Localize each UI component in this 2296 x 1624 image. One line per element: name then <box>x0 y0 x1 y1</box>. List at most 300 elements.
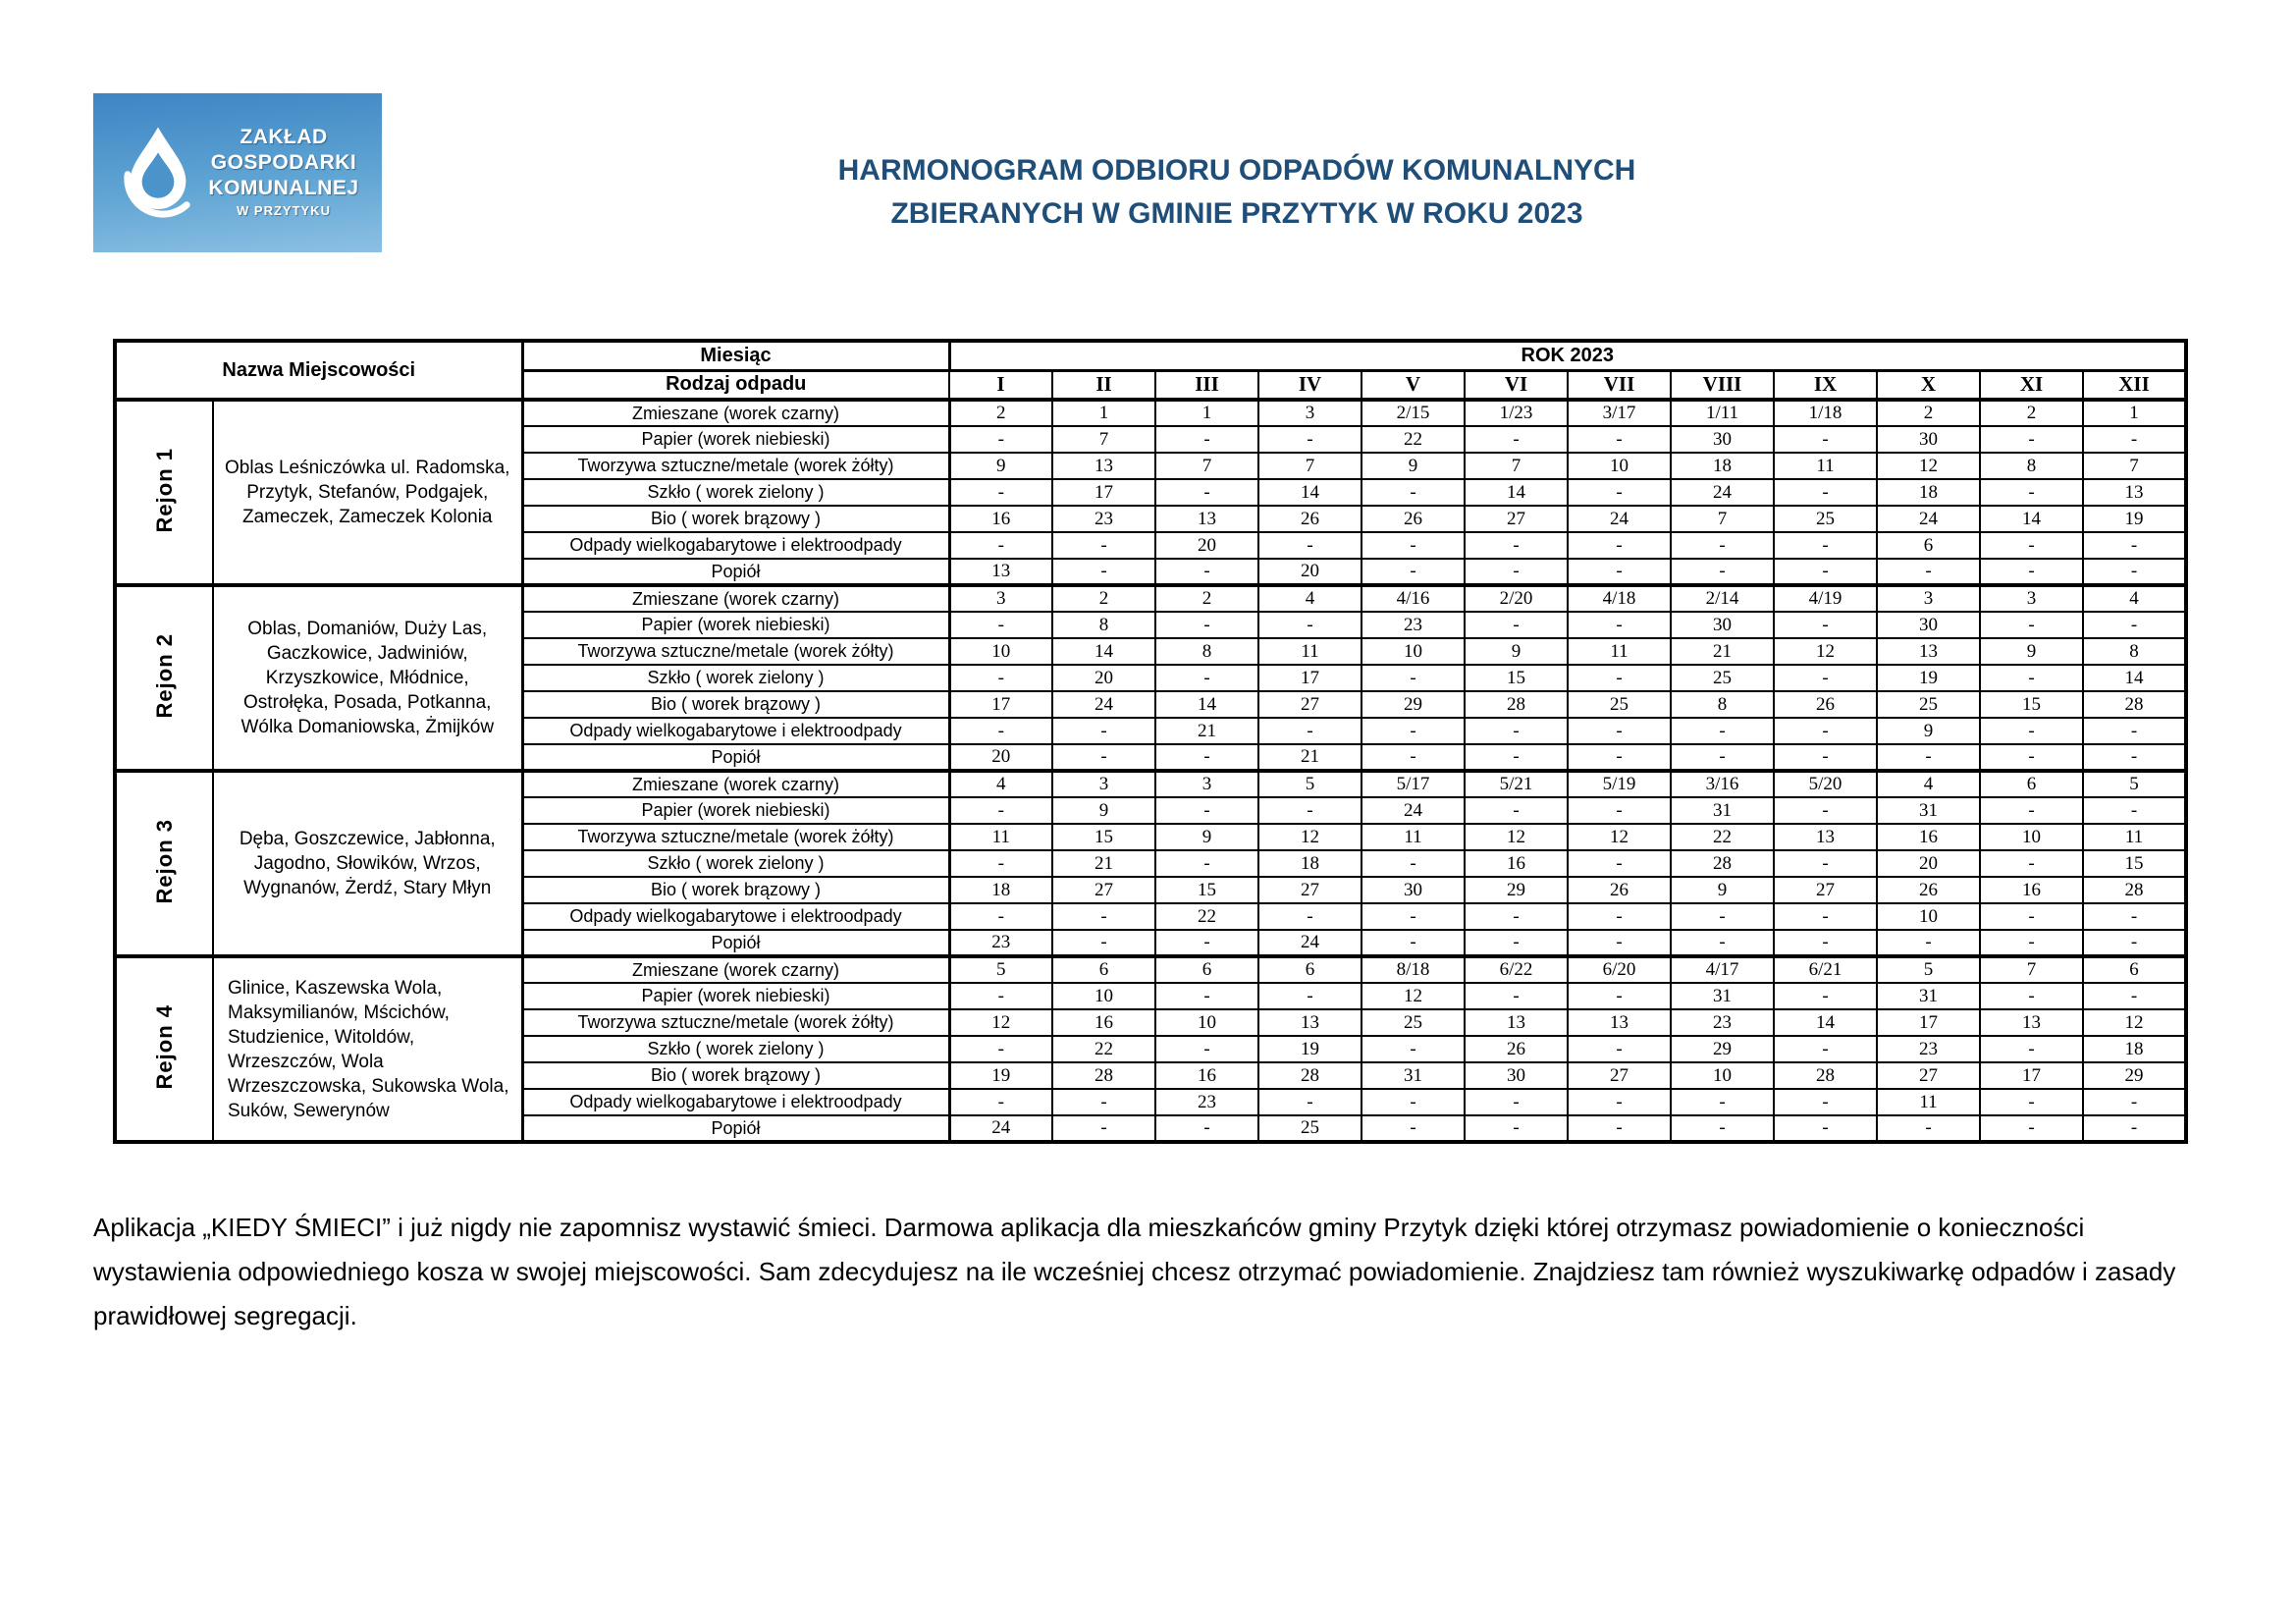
schedule-value: - <box>2083 903 2186 930</box>
schedule-value: - <box>1155 983 1258 1009</box>
schedule-value: - <box>949 1036 1052 1062</box>
schedule-value: 13 <box>2083 479 2186 506</box>
schedule-value: 21 <box>1155 718 1258 744</box>
schedule-value: - <box>1774 1036 1877 1062</box>
schedule-value: 5 <box>2083 771 2186 797</box>
schedule-value: 15 <box>1465 665 1568 691</box>
region-localities: Dęba, Goszczewice, Jabłonna, Jagodno, Słowików, Wrzos, Wygnanów, Żerdź, Stary Młyn <box>213 771 522 956</box>
schedule-value: - <box>1362 1115 1465 1142</box>
schedule-value: 5 <box>949 956 1052 983</box>
schedule-value: 22 <box>1052 1036 1155 1062</box>
schedule-value: 28 <box>1258 1062 1362 1089</box>
schedule-value: 30 <box>1671 426 1774 453</box>
schedule-value: - <box>1258 612 1362 638</box>
schedule-value: 4/17 <box>1671 956 1774 983</box>
month-header: IX <box>1774 370 1877 400</box>
schedule-value: - <box>1671 744 1774 771</box>
schedule-value: - <box>1568 903 1671 930</box>
schedule-value: - <box>949 665 1052 691</box>
schedule-value: 20 <box>1258 559 1362 585</box>
schedule-value: 11 <box>1774 453 1877 479</box>
schedule-value: - <box>1568 1115 1671 1142</box>
schedule-value: 24 <box>1258 930 1362 956</box>
schedule-value: - <box>1465 903 1568 930</box>
schedule-value: - <box>949 1089 1052 1115</box>
schedule-value: 2/15 <box>1362 400 1465 426</box>
waste-type-label: Papier (worek niebieski) <box>522 983 949 1009</box>
schedule-value: - <box>2083 1115 2186 1142</box>
schedule-value: 23 <box>1362 612 1465 638</box>
schedule-value: - <box>1465 532 1568 559</box>
schedule-value: 24 <box>1877 506 1980 532</box>
schedule-value: - <box>1980 903 2083 930</box>
schedule-value: - <box>1568 930 1671 956</box>
schedule-value: 27 <box>1052 877 1155 903</box>
schedule-value: 30 <box>1877 612 1980 638</box>
month-header: VI <box>1465 370 1568 400</box>
schedule-value: 27 <box>1568 1062 1671 1089</box>
schedule-value: 10 <box>1877 903 1980 930</box>
schedule-value: 14 <box>1465 479 1568 506</box>
schedule-value: 12 <box>1258 824 1362 850</box>
month-header: V <box>1362 370 1465 400</box>
schedule-value: - <box>1774 612 1877 638</box>
schedule-value: 8 <box>1980 453 2083 479</box>
schedule-value: 11 <box>2083 824 2186 850</box>
schedule-value: 3 <box>1877 585 1980 612</box>
schedule-value: 29 <box>1671 1036 1774 1062</box>
schedule-value: - <box>1568 665 1671 691</box>
schedule-value: 6 <box>1155 956 1258 983</box>
schedule-value: - <box>1774 903 1877 930</box>
table-row <box>115 956 2186 983</box>
schedule-value: - <box>1155 1115 1258 1142</box>
schedule-value: - <box>1774 559 1877 585</box>
schedule-value: - <box>1980 1036 2083 1062</box>
schedule-value: - <box>2083 718 2186 744</box>
schedule-value: 9 <box>1877 718 1980 744</box>
schedule-value: 16 <box>1465 850 1568 877</box>
schedule-value: 13 <box>1465 1009 1568 1036</box>
schedule-value: - <box>1362 479 1465 506</box>
schedule-value: 5/20 <box>1774 771 1877 797</box>
schedule-value: 13 <box>1877 638 1980 665</box>
schedule-value: - <box>1465 930 1568 956</box>
schedule-value: 10 <box>1671 1062 1774 1089</box>
schedule-value: 9 <box>949 453 1052 479</box>
schedule-value: - <box>1362 559 1465 585</box>
schedule-value: 3/16 <box>1671 771 1774 797</box>
schedule-value: - <box>1465 718 1568 744</box>
schedule-value: 12 <box>1465 824 1568 850</box>
schedule-value: 15 <box>1052 824 1155 850</box>
schedule-value: 26 <box>1877 877 1980 903</box>
schedule-value: - <box>1258 1089 1362 1115</box>
schedule-value: - <box>1155 665 1258 691</box>
schedule-value: 6/20 <box>1568 956 1671 983</box>
schedule-value: 10 <box>1052 983 1155 1009</box>
header-locality: Nazwa Miejscowości <box>115 341 522 400</box>
schedule-value: 30 <box>1671 612 1774 638</box>
schedule-value: 1 <box>1155 400 1258 426</box>
schedule-value: 23 <box>1877 1036 1980 1062</box>
schedule-value: - <box>1980 744 2083 771</box>
waste-type-label: Tworzywa sztuczne/metale (worek żółty) <box>522 638 949 665</box>
schedule-value: 12 <box>1362 983 1465 1009</box>
schedule-value: 23 <box>1052 506 1155 532</box>
table-row <box>115 400 2186 426</box>
schedule-value: - <box>2083 797 2186 824</box>
schedule-value: - <box>2083 532 2186 559</box>
schedule-value: 1/18 <box>1774 400 1877 426</box>
schedule-value: 8 <box>1052 612 1155 638</box>
schedule-value: - <box>949 532 1052 559</box>
schedule-value: 26 <box>1465 1036 1568 1062</box>
schedule-value: 31 <box>1671 983 1774 1009</box>
schedule-value: - <box>1774 850 1877 877</box>
region-localities: Oblas Leśniczówka ul. Radomska, Przytyk, Stefanów, Podgajek, Zameczek, Zameczek Kolonia <box>213 400 522 585</box>
month-header: III <box>1155 370 1258 400</box>
schedule-value: 3/17 <box>1568 400 1671 426</box>
schedule-value: 20 <box>1155 532 1258 559</box>
schedule-value: - <box>2083 426 2186 453</box>
schedule-value: - <box>1877 559 1980 585</box>
schedule-value: - <box>1258 797 1362 824</box>
region-label: Rejon 3 <box>115 771 213 956</box>
schedule-value: 8 <box>1671 691 1774 718</box>
schedule-value: - <box>1362 903 1465 930</box>
schedule-value: - <box>1465 797 1568 824</box>
schedule-value: 25 <box>1671 665 1774 691</box>
schedule-value: 26 <box>1568 877 1671 903</box>
schedule-value: - <box>2083 930 2186 956</box>
schedule-value: 12 <box>1774 638 1877 665</box>
schedule-value: 28 <box>1774 1062 1877 1089</box>
schedule-value: 13 <box>1155 506 1258 532</box>
schedule-value: - <box>1362 850 1465 877</box>
waste-type-label: Bio ( worek brązowy ) <box>522 877 949 903</box>
schedule-value: - <box>1980 850 2083 877</box>
schedule-value: - <box>1980 983 2083 1009</box>
schedule-value: 24 <box>1052 691 1155 718</box>
schedule-value: - <box>1774 718 1877 744</box>
header-year: ROK 2023 <box>949 341 2186 370</box>
schedule-value: - <box>1258 983 1362 1009</box>
schedule-value: - <box>1774 532 1877 559</box>
waste-type-label: Zmieszane (worek czarny) <box>522 956 949 983</box>
schedule-value: - <box>1980 559 2083 585</box>
schedule-value: 12 <box>1568 824 1671 850</box>
schedule-value: - <box>1774 426 1877 453</box>
month-header: VIII <box>1671 370 1774 400</box>
schedule-value: 17 <box>949 691 1052 718</box>
schedule-value: 14 <box>1980 506 2083 532</box>
logo-text-line: ZAKŁAD <box>240 126 328 148</box>
schedule-value: 2 <box>949 400 1052 426</box>
month-header: VII <box>1568 370 1671 400</box>
schedule-value: 18 <box>1671 453 1774 479</box>
schedule-value: - <box>1671 559 1774 585</box>
schedule-value: 24 <box>1671 479 1774 506</box>
schedule-value: 3 <box>949 585 1052 612</box>
schedule-value: - <box>2083 612 2186 638</box>
waste-type-label: Papier (worek niebieski) <box>522 426 949 453</box>
schedule-value: 15 <box>1155 877 1258 903</box>
schedule-value: 4 <box>949 771 1052 797</box>
company-logo <box>93 93 382 252</box>
schedule-value: 12 <box>1877 453 1980 479</box>
schedule-value: - <box>1052 930 1155 956</box>
schedule-value: 2 <box>1877 400 1980 426</box>
schedule-value: 8/18 <box>1362 956 1465 983</box>
schedule-value: - <box>2083 983 2186 1009</box>
schedule-value: - <box>949 850 1052 877</box>
schedule-value: - <box>1568 744 1671 771</box>
schedule-value: 29 <box>1362 691 1465 718</box>
schedule-value: 22 <box>1155 903 1258 930</box>
schedule-value: 11 <box>1258 638 1362 665</box>
schedule-value: - <box>1671 1115 1774 1142</box>
region-label: Rejon 2 <box>115 585 213 771</box>
schedule-value: 26 <box>1774 691 1877 718</box>
month-header: XII <box>2083 370 2186 400</box>
schedule-value: 16 <box>1877 824 1980 850</box>
schedule-value: 29 <box>2083 1062 2186 1089</box>
schedule-value: 16 <box>1155 1062 1258 1089</box>
schedule-value: 5 <box>1877 956 1980 983</box>
schedule-value: 18 <box>2083 1036 2186 1062</box>
schedule-value: 3 <box>1258 400 1362 426</box>
schedule-value: - <box>1980 797 2083 824</box>
schedule-value: 14 <box>1052 638 1155 665</box>
schedule-value: 3 <box>1052 771 1155 797</box>
schedule-value: 19 <box>1877 665 1980 691</box>
schedule-value: - <box>1980 612 2083 638</box>
schedule-value: 14 <box>1258 479 1362 506</box>
waste-type-label: Odpady wielkogabarytowe i elektroodpady <box>522 718 949 744</box>
schedule-value: 3 <box>1155 771 1258 797</box>
schedule-value: 7 <box>1980 956 2083 983</box>
waste-type-label: Odpady wielkogabarytowe i elektroodpady <box>522 532 949 559</box>
schedule-value: - <box>1980 532 2083 559</box>
schedule-value: - <box>1774 930 1877 956</box>
schedule-value: 6 <box>1258 956 1362 983</box>
schedule-value: - <box>1052 744 1155 771</box>
schedule-value: 9 <box>1465 638 1568 665</box>
schedule-value: 14 <box>2083 665 2186 691</box>
schedule-value: - <box>1362 744 1465 771</box>
region-label: Rejon 1 <box>115 400 213 585</box>
schedule-value: - <box>1980 718 2083 744</box>
page-title-line1: HARMONOGRAM ODBIORU ODPADÓW KOMUNALNYCH <box>837 154 1636 187</box>
schedule-value: - <box>1774 665 1877 691</box>
schedule-value: 31 <box>1671 797 1774 824</box>
schedule-value: 20 <box>1052 665 1155 691</box>
schedule-value: 16 <box>1980 877 2083 903</box>
waste-type-label: Popiół <box>522 930 949 956</box>
schedule-value: 5/19 <box>1568 771 1671 797</box>
schedule-value: 1/23 <box>1465 400 1568 426</box>
schedule-value: 1 <box>1052 400 1155 426</box>
schedule-value: 21 <box>1052 850 1155 877</box>
schedule-value: - <box>1568 983 1671 1009</box>
schedule-value: - <box>1774 1089 1877 1115</box>
schedule-value: 13 <box>1568 1009 1671 1036</box>
schedule-value: - <box>1155 850 1258 877</box>
schedule-value: - <box>1774 1115 1877 1142</box>
page-title <box>687 149 1787 236</box>
schedule-value: - <box>1362 532 1465 559</box>
schedule-value: 11 <box>949 824 1052 850</box>
waste-type-label: Papier (worek niebieski) <box>522 612 949 638</box>
schedule-value: 2 <box>1052 585 1155 612</box>
waste-type-label: Papier (worek niebieski) <box>522 797 949 824</box>
schedule-value: 25 <box>1568 691 1671 718</box>
schedule-value: 9 <box>1052 797 1155 824</box>
schedule-value: - <box>1052 559 1155 585</box>
waste-type-label: Tworzywa sztuczne/metale (worek żółty) <box>522 824 949 850</box>
logo-text-line: KOMUNALNEJ <box>208 177 359 199</box>
schedule-value: - <box>1155 744 1258 771</box>
schedule-value: 1/11 <box>1671 400 1774 426</box>
schedule-value: 20 <box>1877 850 1980 877</box>
month-header: I <box>949 370 1052 400</box>
schedule-value: - <box>1568 612 1671 638</box>
schedule-value: 19 <box>2083 506 2186 532</box>
schedule-value: 13 <box>1052 453 1155 479</box>
schedule-value: 31 <box>1362 1062 1465 1089</box>
schedule-value: - <box>1568 479 1671 506</box>
schedule-value: 18 <box>1258 850 1362 877</box>
schedule-value: - <box>1877 744 1980 771</box>
schedule-value: 9 <box>1671 877 1774 903</box>
schedule-value: 28 <box>1465 691 1568 718</box>
schedule-value: - <box>1671 930 1774 956</box>
waste-type-label: Szkło ( worek zielony ) <box>522 1036 949 1062</box>
schedule-value: - <box>1052 718 1155 744</box>
schedule-value: - <box>1568 797 1671 824</box>
schedule-value: - <box>1568 426 1671 453</box>
logo-subtitle: W PRZYTYKU <box>237 203 331 218</box>
schedule-value: 6 <box>1980 771 2083 797</box>
waste-type-label: Tworzywa sztuczne/metale (worek żółty) <box>522 453 949 479</box>
schedule-value: - <box>949 479 1052 506</box>
header-waste-type: Rodzaj odpadu <box>522 370 949 400</box>
schedule-value: - <box>1568 532 1671 559</box>
schedule-value: 4 <box>2083 585 2186 612</box>
schedule-value: - <box>1980 426 2083 453</box>
schedule-value: - <box>1362 718 1465 744</box>
schedule-value: - <box>1980 665 2083 691</box>
schedule-value: 22 <box>1671 824 1774 850</box>
waste-type-label: Odpady wielkogabarytowe i elektroodpady <box>522 903 949 930</box>
schedule-value: 6/21 <box>1774 956 1877 983</box>
waste-type-label: Popiół <box>522 559 949 585</box>
schedule-value: - <box>949 797 1052 824</box>
schedule-value: - <box>1774 797 1877 824</box>
schedule-value: 27 <box>1258 877 1362 903</box>
schedule-value: 9 <box>1362 453 1465 479</box>
schedule-value: - <box>1362 1089 1465 1115</box>
schedule-value: - <box>1774 479 1877 506</box>
schedule-value: 8 <box>2083 638 2186 665</box>
schedule-value: 25 <box>1877 691 1980 718</box>
schedule-value: 10 <box>1568 453 1671 479</box>
table-row <box>115 585 2186 612</box>
header-month: Miesiąc <box>522 341 949 370</box>
region-localities: Glinice, Kaszewska Wola, Maksymilianów, Mścichów, Studzienice, Witoldów, Wrzeszczów, Wola Wrzeszczowska, Sukowska Wola, Suków, Sewerynów <box>213 956 522 1142</box>
schedule-value: - <box>1052 532 1155 559</box>
schedule-value: 23 <box>1671 1009 1774 1036</box>
schedule-value: 15 <box>2083 850 2186 877</box>
schedule-value: 5/21 <box>1465 771 1568 797</box>
schedule-value: - <box>1155 612 1258 638</box>
schedule-value: 14 <box>1774 1009 1877 1036</box>
schedule-value: 10 <box>1155 1009 1258 1036</box>
schedule-value: 13 <box>1774 824 1877 850</box>
schedule-value: 10 <box>949 638 1052 665</box>
schedule-value: 28 <box>2083 691 2186 718</box>
schedule-value: - <box>1155 426 1258 453</box>
waste-type-label: Bio ( worek brązowy ) <box>522 506 949 532</box>
schedule-value: - <box>1465 612 1568 638</box>
waste-type-label: Szkło ( worek zielony ) <box>522 665 949 691</box>
schedule-value: 25 <box>1774 506 1877 532</box>
schedule-value: - <box>1465 426 1568 453</box>
schedule-value: - <box>1362 665 1465 691</box>
schedule-value: - <box>1258 903 1362 930</box>
waste-type-label: Szkło ( worek zielony ) <box>522 850 949 877</box>
schedule-value: - <box>1362 930 1465 956</box>
schedule-value: 4/16 <box>1362 585 1465 612</box>
schedule-value: 6 <box>2083 956 2186 983</box>
schedule-value: 10 <box>1362 638 1465 665</box>
waste-type-label: Odpady wielkogabarytowe i elektroodpady <box>522 1089 949 1115</box>
schedule-value: - <box>1155 1036 1258 1062</box>
schedule-value: - <box>949 612 1052 638</box>
waste-type-label: Popiół <box>522 1115 949 1142</box>
schedule-value: 11 <box>1877 1089 1980 1115</box>
schedule-value: 4/18 <box>1568 585 1671 612</box>
month-header: XI <box>1980 370 2083 400</box>
schedule-value: 2 <box>1155 585 1258 612</box>
schedule-value: - <box>1155 479 1258 506</box>
schedule-value: 8 <box>1155 638 1258 665</box>
schedule-table <box>113 339 2188 1144</box>
schedule-value: - <box>2083 744 2186 771</box>
schedule-value: - <box>1980 1089 2083 1115</box>
schedule-value: - <box>1362 1036 1465 1062</box>
schedule-value: 2/20 <box>1465 585 1568 612</box>
schedule-value: - <box>1671 532 1774 559</box>
schedule-value: - <box>1155 797 1258 824</box>
schedule-value: 23 <box>949 930 1052 956</box>
schedule-value: - <box>1671 1089 1774 1115</box>
schedule-value: 7 <box>1052 426 1155 453</box>
waste-type-label: Zmieszane (worek czarny) <box>522 585 949 612</box>
month-header: II <box>1052 370 1155 400</box>
schedule-value: - <box>1568 1036 1671 1062</box>
schedule-value: 6 <box>1877 532 1980 559</box>
schedule-value: 17 <box>1052 479 1155 506</box>
schedule-value: 5 <box>1258 771 1362 797</box>
schedule-value: 20 <box>949 744 1052 771</box>
schedule-value: - <box>1155 559 1258 585</box>
schedule-value: 26 <box>1362 506 1465 532</box>
schedule-value: 2/14 <box>1671 585 1774 612</box>
schedule-value: 24 <box>949 1115 1052 1142</box>
schedule-value: - <box>1877 930 1980 956</box>
